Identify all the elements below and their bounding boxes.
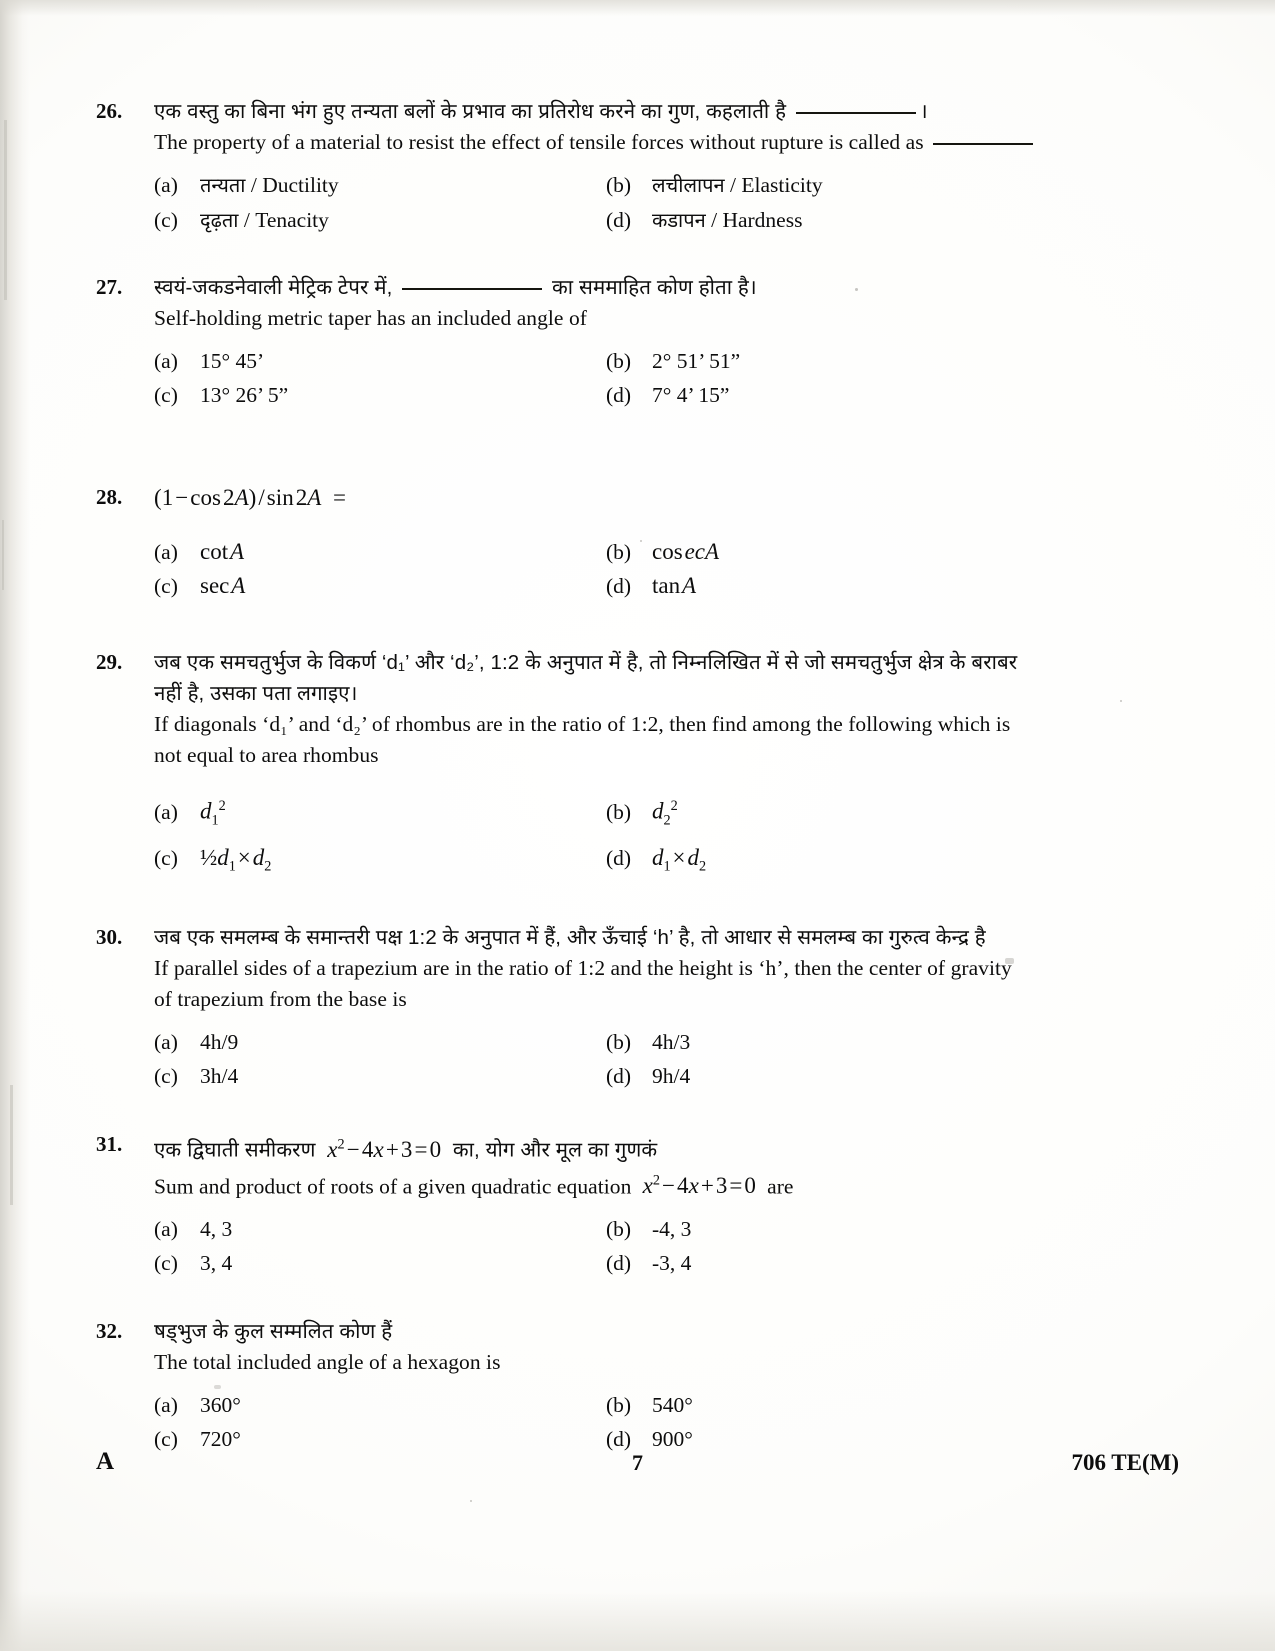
- option-a[interactable]: [154, 535, 606, 569]
- question-number: 29.: [96, 650, 123, 674]
- option-list: [154, 168, 1126, 238]
- question-text-hindi-pre: एक द्विघाती समीकरण: [154, 1138, 316, 1162]
- option-tag: (d): [606, 1063, 632, 1088]
- option-d[interactable]: [606, 378, 1036, 412]
- option-text: 540°: [652, 1393, 693, 1418]
- question-text-english-post: are: [767, 1174, 794, 1199]
- question-text-english-line1: If parallel sides of a trapezium are in the ratio of 1:2 and the height is ‘h’, then the center of gravity: [154, 955, 1012, 980]
- option-text-english: Ductility: [262, 173, 339, 197]
- option-text: $d_2^2$: [652, 798, 678, 829]
- option-text-english: Tenacity: [255, 208, 329, 232]
- question-text-english: The total included angle of a hexagon is: [154, 1350, 501, 1375]
- option-c[interactable]: [154, 203, 606, 238]
- option-row: [154, 1025, 1126, 1059]
- option-tag: (c): [154, 574, 178, 598]
- option-tag: (a): [154, 1217, 178, 1242]
- option-a[interactable]: [154, 344, 606, 378]
- option-text: -4, 3: [652, 1217, 692, 1242]
- option-row: [154, 378, 1126, 412]
- option-text: 2° 51’ 51”: [652, 349, 741, 373]
- question-28: [96, 482, 1126, 603]
- option-row: [154, 1388, 1126, 1422]
- option-list: [154, 535, 1126, 603]
- option-text: 900°: [652, 1427, 693, 1452]
- option-tag: (c): [154, 846, 178, 871]
- option-tag: (b): [606, 1217, 632, 1242]
- option-tag: (c): [154, 1063, 178, 1088]
- option-list: [154, 344, 1126, 412]
- scan-edge-shadow-bottom: [0, 1591, 1275, 1651]
- option-text-hindi: कडापन: [652, 210, 706, 232]
- option-text: sec A: [200, 573, 246, 598]
- option-c[interactable]: [154, 1059, 606, 1093]
- option-b[interactable]: [606, 1025, 1036, 1059]
- option-text: 4h/3: [652, 1029, 691, 1054]
- option-text: $d_1^2$: [200, 798, 226, 829]
- option-tag: (c): [154, 383, 178, 407]
- option-text: 720°: [200, 1427, 241, 1452]
- question-text-english-run: The property of a material to resist the effect of tensile forces without rupture is called as: [154, 130, 924, 154]
- option-list: [154, 1212, 1126, 1280]
- question-text-english: [154, 127, 1126, 158]
- option-text: 360°: [200, 1393, 241, 1418]
- option-text: कडापन / Hardness: [652, 208, 803, 232]
- blank-rule: [933, 143, 1033, 145]
- binder-mark: [10, 1085, 13, 1205]
- option-text: 3h/4: [200, 1063, 239, 1088]
- option-tag: (c): [154, 208, 178, 232]
- option-row: [154, 839, 1126, 886]
- option-tag: (c): [154, 1251, 178, 1276]
- question-27: [96, 272, 1126, 412]
- question-text-english: [154, 1166, 1126, 1203]
- option-tag: (a): [154, 1393, 178, 1418]
- option-d[interactable]: [606, 569, 1036, 603]
- question-text-english-line2: not equal to area rhombus: [154, 743, 379, 767]
- option-text: 4, 3: [200, 1217, 233, 1242]
- option-b[interactable]: [606, 344, 1036, 378]
- option-text: $d_1$ × $d_2$: [652, 845, 707, 875]
- option-tag: (c): [154, 1427, 178, 1452]
- option-tag: (b): [606, 1393, 632, 1418]
- blank-rule: [796, 112, 916, 114]
- option-tag: (d): [606, 383, 632, 407]
- question-text-hindi: जब एक समलम्ब के समान्तरी पक्ष 1:2 के अनुपात में हैं, और ऊँचाई ‘h’ है, तो आधार से समलम्ब का गुरुत्व केन्द्र है: [154, 925, 986, 949]
- question-31: [96, 1129, 1126, 1280]
- question-stem-math: [154, 482, 1126, 513]
- option-text: -3, 4: [652, 1251, 692, 1276]
- option-a[interactable]: [154, 1212, 606, 1246]
- question-32: [96, 1316, 1126, 1456]
- option-text: लचीलापन / Elasticity: [652, 173, 823, 197]
- blank-rule: [402, 288, 542, 290]
- option-tag: (b): [606, 540, 632, 564]
- question-26: [96, 96, 1126, 238]
- option-list: [154, 1388, 1126, 1456]
- option-b[interactable]: [606, 787, 1036, 839]
- option-b[interactable]: [606, 168, 1036, 203]
- math-equation: $x^2$ − 4x + 3 = 0: [642, 1172, 762, 1199]
- option-list: [154, 1025, 1126, 1093]
- option-text: दृढ़ता / Tenacity: [200, 208, 329, 232]
- option-tag: (b): [606, 173, 632, 197]
- question-text-hindi-tail: ।: [919, 100, 928, 123]
- option-row: [154, 203, 1126, 238]
- question-number: 28.: [96, 485, 123, 509]
- question-text-hindi: षड्भुज के कुल सम्मलित कोण हैं: [154, 1320, 393, 1344]
- option-text-english: Hardness: [722, 208, 803, 232]
- option-a[interactable]: [154, 1025, 606, 1059]
- question-text-hindi: [154, 272, 1126, 303]
- option-text: $\frac{1}{2}d_1$ × $d_2$: [200, 845, 272, 875]
- question-text-english: Self-holding metric taper has an included angle of: [154, 306, 587, 330]
- binder-mark: [2, 520, 4, 590]
- option-row: [154, 569, 1126, 603]
- option-row: [154, 344, 1126, 378]
- option-c[interactable]: [154, 1246, 606, 1280]
- question-number: 30.: [96, 924, 123, 949]
- option-tag: (b): [606, 799, 632, 824]
- option-a[interactable]: [154, 168, 606, 203]
- option-text: 15° 45’: [200, 349, 265, 373]
- option-tag: (a): [154, 173, 178, 197]
- option-tag: (d): [606, 846, 632, 871]
- page-footer: [96, 1448, 1179, 1476]
- question-text-hindi-post: का सममाहित कोण होता है।: [552, 276, 757, 299]
- option-row: [154, 168, 1126, 203]
- question-text-english-line1: If diagonals ‘d₁’ and ‘d₂’ of rhombus are in the ratio of 1:2, then find among the following which is: [154, 712, 1011, 736]
- question-text-hindi: [154, 96, 1126, 127]
- option-text: 4h/9: [200, 1029, 239, 1054]
- option-a[interactable]: [154, 1388, 606, 1422]
- question-list: [96, 96, 1126, 1462]
- option-c[interactable]: [154, 378, 606, 412]
- option-tag: (d): [606, 208, 632, 232]
- option-d[interactable]: [606, 1059, 1036, 1093]
- question-text-english-pre: Sum and product of roots of a given quadratic equation: [154, 1174, 632, 1199]
- option-text: 9h/4: [652, 1063, 691, 1088]
- option-list: [154, 787, 1126, 886]
- option-d[interactable]: [606, 203, 1036, 238]
- question-text-english-line2: of trapezium from the base is: [154, 986, 407, 1011]
- page-number: 7: [632, 1450, 643, 1475]
- question-number: 31.: [96, 1131, 123, 1156]
- option-text: cos ecA: [652, 539, 720, 564]
- option-text-english: Elasticity: [741, 173, 823, 197]
- option-tag: (d): [606, 1427, 632, 1452]
- option-row: [154, 1059, 1126, 1093]
- option-d[interactable]: [606, 1246, 1036, 1280]
- paper-code: 706 TE(M): [1071, 1450, 1179, 1475]
- option-tag: (a): [154, 1029, 178, 1054]
- option-text: cot A: [200, 539, 245, 564]
- option-text-hindi: दृढ़ता: [200, 210, 239, 232]
- question-number: 32.: [96, 1319, 123, 1344]
- question-text-hindi: [154, 1129, 1126, 1166]
- option-c[interactable]: [154, 569, 606, 603]
- option-row: [154, 1246, 1126, 1280]
- option-b[interactable]: [606, 535, 1036, 569]
- question-number: 26.: [96, 99, 123, 123]
- option-text: तन्यता / Ductility: [200, 173, 339, 197]
- scan-edge-shadow-top: [0, 0, 1275, 16]
- question-text-hindi-run: एक वस्तु का बिना भंग हुए तन्यता बलों के प्रभाव का प्रतिरोध करने का गुण, कहलाती है: [154, 100, 787, 123]
- option-a[interactable]: [154, 787, 606, 839]
- math-equation: $x^2$ − 4x + 3 = 0: [327, 1135, 448, 1162]
- question-number: 27.: [96, 275, 123, 299]
- option-tag: (b): [606, 1029, 632, 1054]
- option-text: 13° 26’ 5”: [200, 383, 289, 407]
- option-b[interactable]: [606, 1212, 1036, 1246]
- option-row: [154, 1212, 1126, 1246]
- option-tag: (b): [606, 349, 632, 373]
- question-text-hindi-post: का, योग और मूल का गुणकं: [452, 1138, 658, 1162]
- question-30: [96, 922, 1126, 1093]
- option-tag: (d): [606, 574, 632, 598]
- option-row: [154, 787, 1126, 839]
- option-d[interactable]: [606, 839, 1036, 886]
- question-29: [96, 647, 1126, 886]
- option-tag: (d): [606, 1251, 632, 1276]
- question-text-hindi-line1: जब एक समचतुर्भुज के विकर्ण ‘d₁’ और ‘d₂’, 1:2 के अनुपात में है, तो निम्नलिखित में से जो समचतुर्भुज क्षेत्र के बराबर: [154, 651, 1018, 674]
- math-expression: (1 − cos 2A) / sin 2A =: [154, 485, 347, 510]
- option-c[interactable]: [154, 839, 606, 886]
- question-text-hindi-pre: स्वयं-जकडनेवाली मेट्रिक टेपर में,: [154, 276, 393, 299]
- option-text: tan A: [652, 573, 697, 598]
- option-tag: (a): [154, 540, 178, 564]
- option-text-hindi: तन्यता: [200, 175, 246, 197]
- option-tag: (a): [154, 799, 178, 824]
- question-text-hindi-line2: नहीं है, उसका पता लगाइए।: [154, 682, 358, 705]
- scan-speck: [470, 1500, 472, 1502]
- binder-mark: [4, 120, 7, 300]
- option-row: [154, 535, 1126, 569]
- option-text-hindi: लचीलापन: [652, 175, 725, 197]
- option-b[interactable]: [606, 1388, 1036, 1422]
- option-text: 7° 4’ 15”: [652, 383, 730, 407]
- set-code: A: [96, 1448, 115, 1475]
- option-tag: (a): [154, 349, 178, 373]
- option-text: 3, 4: [200, 1251, 233, 1276]
